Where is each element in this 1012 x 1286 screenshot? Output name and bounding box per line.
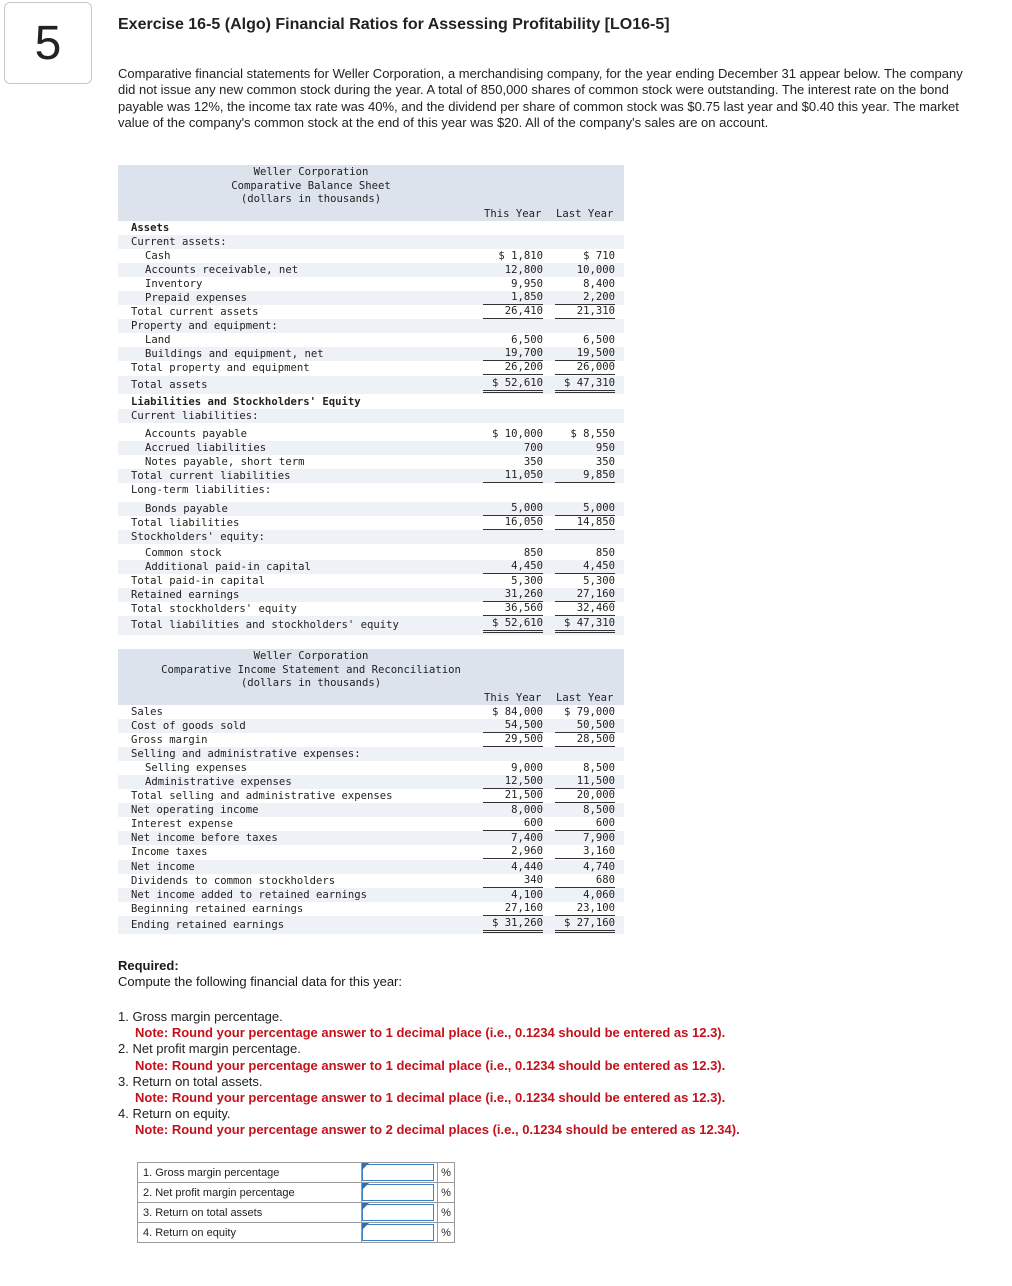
- row-label: Retained earnings: [131, 589, 240, 602]
- last-year-value: $ 47,310: [555, 376, 615, 393]
- statement-row: [118, 409, 624, 423]
- statement-row: [118, 916, 624, 934]
- this-year-value: $ 52,610: [483, 376, 543, 393]
- row-label: Prepaid expenses: [145, 291, 248, 304]
- this-year-value: 850: [523, 546, 543, 559]
- last-year-value: $ 47,310: [555, 616, 615, 633]
- row-label: Gross margin: [131, 733, 208, 746]
- statement-row: [118, 560, 624, 574]
- req-item-2: 2. Net profit margin percentage.: [118, 1041, 301, 1057]
- this-year-value: 1,850: [483, 291, 543, 305]
- statement-row: [118, 719, 624, 733]
- last-year-value: 27,160: [555, 588, 615, 602]
- is-company: Weller Corporation: [253, 650, 369, 662]
- statement-row: [118, 333, 624, 347]
- statement-row: [118, 733, 624, 747]
- this-year-value: 9,950: [511, 277, 543, 290]
- row-label: Inventory: [145, 277, 203, 290]
- row-label: Selling expenses: [145, 761, 248, 774]
- row-label: Interest expense: [131, 818, 234, 831]
- last-year-value: 21,310: [555, 305, 615, 319]
- question-number: 5: [4, 2, 92, 84]
- required-heading: Required:: [118, 958, 179, 973]
- req-note-2: Note: Round your percentage answer to 1 decimal place (i.e., 0.1234 should be entered as 12.3).: [135, 1057, 726, 1073]
- last-year-value: 5,000: [555, 502, 615, 516]
- is-rows: [118, 705, 624, 935]
- last-year-value: 10,000: [576, 263, 615, 276]
- last-year-value: 600: [555, 817, 615, 831]
- is-col-this-year: This Year: [484, 691, 542, 704]
- statement-row: [118, 888, 624, 902]
- this-year-value: 29,500: [483, 733, 543, 747]
- this-year-value: 5,000: [483, 502, 543, 516]
- row-label: Notes payable, short term: [145, 456, 305, 469]
- this-year-value: 16,050: [483, 516, 543, 530]
- this-year-value: 340: [483, 874, 543, 888]
- last-year-value: 6,500: [583, 334, 615, 347]
- last-year-value: 20,000: [555, 789, 615, 803]
- req-item-1: 1. Gross margin percentage.: [118, 1009, 283, 1024]
- statement-row: [118, 319, 624, 333]
- row-label: Cost of goods sold: [131, 719, 246, 732]
- row-label: Total assets: [131, 378, 208, 391]
- this-year-value: $ 31,260: [483, 916, 543, 933]
- req-item-4: 4. Return on equity.: [118, 1106, 231, 1122]
- row-label: Assets: [131, 221, 170, 234]
- statement-row: [118, 291, 624, 305]
- percent-unit: %: [438, 1223, 455, 1243]
- percent-unit: %: [438, 1163, 455, 1183]
- statement-row: [118, 902, 624, 916]
- statement-row: [118, 483, 624, 497]
- statement-row: [118, 516, 624, 530]
- this-year-value: 5,300: [511, 575, 543, 588]
- last-year-value: 5,300: [583, 575, 615, 588]
- last-year-value: 950: [595, 442, 615, 455]
- row-label: Long-term liabilities:: [131, 484, 272, 497]
- req-note-1: Note: Round your percentage answer to 1 decimal place (i.e., 0.1234 should be entered as 12.3).: [135, 1025, 726, 1041]
- bs-col-last-year: Last Year: [556, 207, 614, 220]
- required-section: [118, 958, 402, 990]
- statement-row: [118, 441, 624, 455]
- required-list: [118, 1009, 740, 1139]
- row-label: Total selling and administrative expenses: [131, 790, 393, 803]
- row-label: Selling and administrative expenses:: [131, 747, 361, 760]
- this-year-value: 36,560: [483, 602, 543, 616]
- statement-row: [118, 789, 624, 803]
- row-label: Liabilities and Stockholders' Equity: [131, 395, 361, 408]
- this-year-value: 4,450: [483, 560, 543, 574]
- statement-row: [118, 263, 624, 277]
- row-label: Dividends to common stockholders: [131, 874, 336, 887]
- req-item-3: 3. Return on total assets.: [118, 1073, 263, 1089]
- this-year-value: 26,200: [483, 361, 543, 375]
- row-label: Property and equipment:: [131, 320, 278, 333]
- row-label: Accounts receivable, net: [145, 263, 299, 276]
- percent-unit: %: [438, 1203, 455, 1223]
- req-note-4: Note: Round your percentage answer to 2 decimal places (i.e., 0.1234 should be entered as 12.34).: [135, 1122, 740, 1138]
- statement-row: [118, 395, 624, 409]
- last-year-value: $ 8,550: [570, 428, 615, 441]
- statement-row: [118, 502, 624, 516]
- answer-row-return-on-equity: [138, 1223, 455, 1243]
- flag-icon: [362, 1183, 369, 1190]
- last-year-value: $ 27,160: [555, 916, 615, 933]
- this-year-value: 4,440: [511, 860, 543, 873]
- last-year-value: 28,500: [555, 733, 615, 747]
- statement-row: [118, 376, 624, 394]
- flag-icon: [362, 1203, 369, 1210]
- statement-row: [118, 761, 624, 775]
- this-year-value: 600: [483, 817, 543, 831]
- statement-row: [118, 803, 624, 817]
- row-label: Common stock: [145, 546, 222, 559]
- return-on-assets-input[interactable]: [362, 1204, 434, 1221]
- statement-row: [118, 305, 624, 319]
- this-year-value: $ 84,000: [491, 705, 543, 718]
- statement-row: [118, 221, 624, 235]
- this-year-value: $ 10,000: [491, 428, 543, 441]
- statement-row: [118, 361, 624, 375]
- gross-margin-input[interactable]: [362, 1164, 434, 1181]
- answer-row-return-on-assets: [138, 1203, 455, 1223]
- row-label: Additional paid-in capital: [145, 560, 311, 573]
- answer-cell: [362, 1183, 438, 1203]
- this-year-value: 11,050: [483, 469, 543, 483]
- is-col-last-year: Last Year: [556, 691, 614, 704]
- this-year-value: 12,500: [483, 775, 543, 789]
- row-label: Accounts payable: [145, 428, 248, 441]
- row-label: Beginning retained earnings: [131, 902, 304, 915]
- row-label: Buildings and equipment, net: [145, 348, 324, 361]
- row-label: Net income: [131, 860, 195, 873]
- row-label: Total liabilities and stockholders' equity: [131, 619, 399, 632]
- last-year-value: 14,850: [555, 516, 615, 530]
- statement-row: [118, 347, 624, 361]
- income-statement: [118, 649, 624, 934]
- this-year-value: 21,500: [483, 789, 543, 803]
- row-label: Current assets:: [131, 235, 227, 248]
- return-on-equity-input[interactable]: [362, 1224, 434, 1241]
- answer-row-gross-margin: [138, 1163, 455, 1183]
- row-label: Net operating income: [131, 804, 259, 817]
- row-label: Administrative expenses: [145, 775, 292, 788]
- row-label: Current liabilities:: [131, 410, 259, 423]
- row-label: Net income before taxes: [131, 832, 278, 845]
- bs-rows: [118, 221, 624, 635]
- answer-label: 1. Gross margin percentage: [138, 1163, 362, 1183]
- flag-icon: [362, 1223, 369, 1230]
- row-label: Sales: [131, 705, 163, 718]
- net-profit-margin-input[interactable]: [362, 1184, 434, 1201]
- statement-row: [118, 546, 624, 560]
- last-year-value: 8,400: [583, 277, 615, 290]
- last-year-value: 8,500: [583, 804, 615, 817]
- row-label: Stockholders' equity:: [131, 530, 265, 543]
- statement-row: [118, 455, 624, 469]
- this-year-value: 2,960: [483, 845, 543, 859]
- row-label: Income taxes: [131, 846, 208, 859]
- this-year-value: 4,100: [511, 888, 543, 901]
- required-instruction: Compute the following financial data for this year:: [118, 974, 402, 989]
- this-year-value: 12,800: [504, 263, 543, 276]
- answer-cell: [362, 1163, 438, 1183]
- req-note-3: Note: Round your percentage answer to 1 decimal place (i.e., 0.1234 should be entered as 12.3).: [135, 1090, 726, 1106]
- last-year-value: $ 79,000: [563, 705, 615, 718]
- statement-row: [118, 775, 624, 789]
- this-year-value: $ 52,610: [483, 616, 543, 633]
- answer-cell: [362, 1223, 438, 1243]
- statement-row: [118, 427, 624, 441]
- row-label: Accrued liabilities: [145, 442, 267, 455]
- row-label: Bonds payable: [145, 502, 228, 515]
- bs-company: Weller Corporation: [253, 166, 369, 178]
- statement-row: [118, 602, 624, 616]
- this-year-value: 26,410: [483, 305, 543, 319]
- statement-row: [118, 831, 624, 845]
- this-year-value: 8,000: [511, 804, 543, 817]
- last-year-value: 8,500: [583, 761, 615, 774]
- statement-row: [118, 845, 624, 859]
- answer-label: 2. Net profit margin percentage: [138, 1183, 362, 1203]
- statement-row: [118, 249, 624, 263]
- statement-row: [118, 235, 624, 249]
- row-label: Total current liabilities: [131, 470, 291, 483]
- this-year-value: 19,700: [483, 347, 543, 361]
- statement-row: [118, 530, 624, 544]
- statement-row: [118, 574, 624, 588]
- last-year-value: 3,160: [555, 845, 615, 859]
- answer-row-net-profit-margin: [138, 1183, 455, 1203]
- last-year-value: 350: [595, 456, 615, 469]
- this-year-value: 7,400: [511, 832, 543, 845]
- row-label: Cash: [145, 249, 171, 262]
- row-label: Ending retained earnings: [131, 918, 285, 931]
- row-label: Land: [145, 334, 171, 347]
- last-year-value: 19,500: [555, 347, 615, 361]
- this-year-value: 9,000: [511, 761, 543, 774]
- last-year-value: 680: [555, 874, 615, 888]
- statement-row: [118, 860, 624, 874]
- last-year-value: 11,500: [555, 775, 615, 789]
- statement-row: [118, 817, 624, 831]
- last-year-value: 26,000: [555, 361, 615, 375]
- this-year-value: $ 1,810: [498, 249, 543, 262]
- statement-row: [118, 874, 624, 888]
- last-year-value: 32,460: [555, 602, 615, 616]
- row-label: Total liabilities: [131, 516, 240, 529]
- answer-cell: [362, 1203, 438, 1223]
- row-label: Total current assets: [131, 306, 259, 319]
- this-year-value: 6,500: [511, 334, 543, 347]
- row-label: Total property and equipment: [131, 362, 310, 375]
- flag-icon: [362, 1163, 369, 1170]
- row-label: Total stockholders' equity: [131, 603, 297, 616]
- intro-paragraph: Comparative financial statements for Weller Corporation, a merchandising company, for the year ending December 31 appear below. The company did not issue any new common stock during the year. A total of 850,000 shares of common stock were outstanding. The interest rate on the bond payable was 12%, the income tax rate was 40%, and the dividend per share of common stock was $0.75 last year and $0.40 this year. The market value of the company's common stock at the end of this year was $20. All of the company's sales are on account.: [118, 66, 963, 130]
- this-year-value: 700: [523, 442, 543, 455]
- this-year-value: 31,260: [483, 588, 543, 602]
- last-year-value: 4,060: [583, 888, 615, 901]
- statement-row: [118, 277, 624, 291]
- answer-label: 3. Return on total assets: [138, 1203, 362, 1223]
- last-year-value: 9,850: [555, 469, 615, 483]
- this-year-value: 27,160: [483, 902, 543, 916]
- statement-row: [118, 705, 624, 719]
- answer-label: 4. Return on equity: [138, 1223, 362, 1243]
- statement-row: [118, 469, 624, 483]
- exercise-title: Exercise 16-5 (Algo) Financial Ratios for Assessing Profitability [LO16-5]: [118, 16, 670, 33]
- last-year-value: 7,900: [583, 832, 615, 845]
- last-year-value: 2,200: [555, 291, 615, 305]
- last-year-value: 50,500: [555, 719, 615, 733]
- row-label: Net income added to retained earnings: [131, 888, 367, 901]
- is-title: Comparative Income Statement and Reconciliation: [161, 663, 461, 676]
- statement-row: [118, 747, 624, 761]
- last-year-value: 4,740: [583, 860, 615, 873]
- this-year-value: 350: [523, 456, 543, 469]
- answer-table: [137, 1162, 455, 1243]
- last-year-value: 23,100: [555, 902, 615, 916]
- last-year-value: 850: [595, 546, 615, 559]
- last-year-value: 4,450: [555, 560, 615, 574]
- row-label: Total paid-in capital: [131, 575, 265, 588]
- this-year-value: 54,500: [483, 719, 543, 733]
- bs-col-this-year: This Year: [484, 207, 542, 220]
- last-year-value: $ 710: [583, 249, 615, 262]
- is-units: (dollars in thousands): [240, 677, 382, 689]
- bs-title: Comparative Balance Sheet: [231, 179, 391, 192]
- percent-unit: %: [438, 1183, 455, 1203]
- bs-units: (dollars in thousands): [240, 193, 382, 205]
- statement-row: [118, 588, 624, 602]
- balance-sheet: [118, 165, 624, 635]
- statement-row: [118, 616, 624, 634]
